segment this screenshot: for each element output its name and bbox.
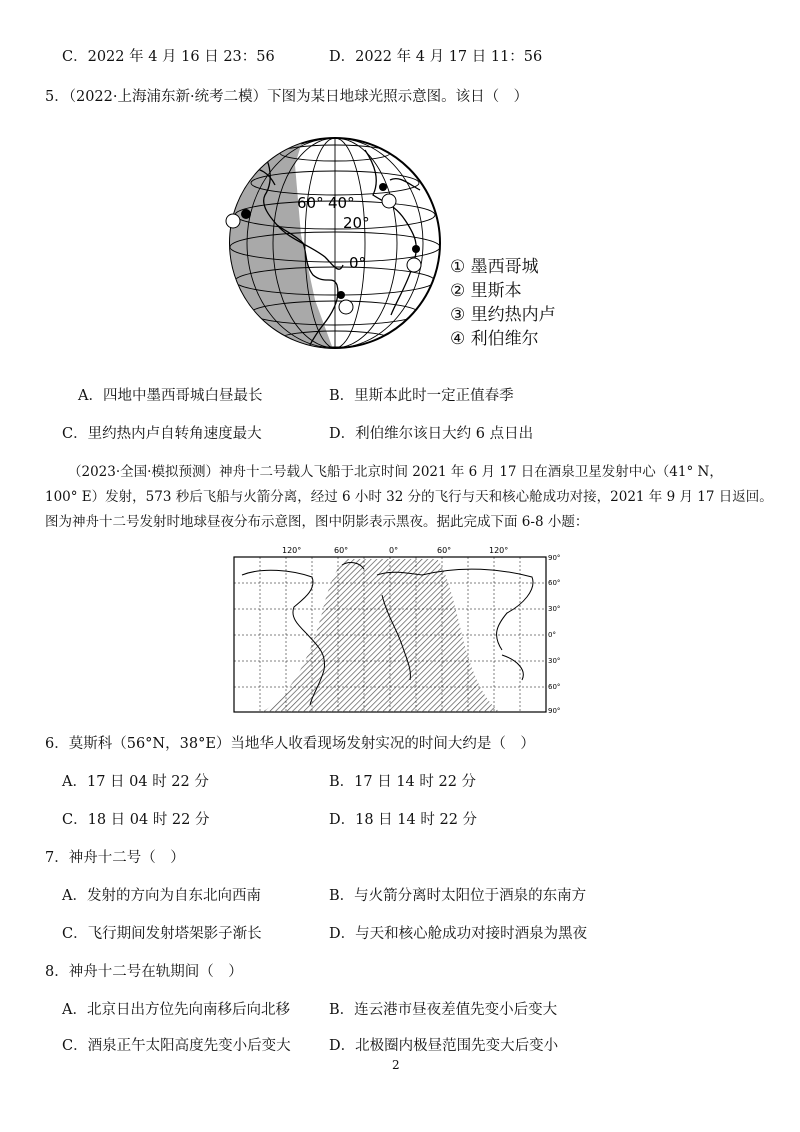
map-right-label-4: 0° — [548, 631, 556, 639]
map-right-label-3: 30° — [548, 605, 561, 613]
q8-stem: 8．神舟十二号在轨期间（ ） — [45, 964, 243, 980]
q5-stem: 5．（2022·上海浦东新·统考二模）下图为某日地球光照示意图。该日（ ） — [45, 89, 529, 105]
map-top-label-1: 120° — [282, 546, 302, 555]
marker-dot-4 — [412, 245, 420, 253]
q5-option-d: D．利伯维尔该日大约 6 点日出 — [329, 426, 534, 442]
marker-dot-3 — [337, 291, 345, 299]
q6-option-b: B．17 日 14 时 22 分 — [329, 774, 477, 790]
q6-option-a: A．17 日 04 时 22 分 — [62, 774, 209, 790]
lat-label-40: 40° — [328, 194, 355, 212]
map-right-label-5: 30° — [548, 657, 561, 665]
map-top-label-3: 0° — [389, 546, 399, 555]
q8-option-a: A．北京日出方位先向南移后向北移 — [62, 1002, 290, 1018]
q4-option-c: C．2022 年 4 月 16 日 23：56 — [62, 49, 275, 65]
q8-option-c: C．酒泉正午太阳高度先变小后变大 — [62, 1038, 291, 1054]
q5-option-a: A．四地中墨西哥城白昼最长 — [78, 388, 263, 404]
world-map-figure — [232, 545, 568, 719]
map-right-label-2: 60° — [548, 579, 561, 587]
lat-label-60: 60° — [297, 194, 324, 212]
q6-option-c: C．18 日 04 时 22 分 — [62, 812, 210, 828]
marker-dot-2 — [379, 183, 387, 191]
globe-figure — [215, 125, 455, 364]
map-top-label-2: 60° — [334, 546, 349, 555]
page-number: 2 — [392, 1058, 400, 1072]
intro-line-2: 100° E）发射，573 秒后飞船与火箭分离，经过 6 小时 32 分的飞行与天和核心舱成功对接，2021 年 9 月 17 日返回。 — [45, 489, 773, 505]
q8-option-d: D．北极圈内极昼范围先变大后变小 — [329, 1038, 559, 1054]
q6-option-d: D．18 日 14 时 22 分 — [329, 812, 478, 828]
marker-dot-1 — [241, 209, 251, 219]
map-right-label-1: 90° — [548, 554, 561, 562]
map-right-label-7: 90° — [548, 707, 561, 715]
q8-option-b: B．连云港市昼夜差值先变小后变大 — [329, 1002, 558, 1018]
q6-stem: 6．莫斯科（56°N，38°E）当地华人收看现场发射实况的时间大约是（ ） — [45, 736, 535, 752]
map-right-label-6: 60° — [548, 683, 561, 691]
intro-line-1: （2023·全国·模拟预测）神舟十二号载人飞船于北京时间 2021 年 6 月 17 日在酒泉卫星发射中心（41° N， — [68, 464, 723, 480]
q5-option-c: C．里约热内卢自转角速度最大 — [62, 426, 262, 442]
map-top-label-4: 60° — [437, 546, 452, 555]
legend-item-1: ① 墨西哥城 — [450, 257, 539, 277]
q7-option-c: C．飞行期间发射塔架影子渐长 — [62, 926, 262, 942]
q7-option-b: B．与火箭分离时太阳位于酒泉的东南方 — [329, 888, 587, 904]
q7-option-a: A．发射的方向为自东北向西南 — [62, 888, 261, 904]
q4-option-d: D．2022 年 4 月 17 日 11：56 — [329, 49, 543, 65]
legend-item-4: ④ 利伯维尔 — [450, 329, 539, 349]
intro-line-3: 图为神舟十二号发射时地球昼夜分布示意图，图中阴影表示黑夜。据此完成下面 6-8 小题： — [45, 514, 589, 530]
legend-item-3: ③ 里约热内卢 — [450, 305, 556, 325]
q7-option-d: D．与天和核心舱成功对接时酒泉为黑夜 — [329, 926, 588, 942]
lat-label-0: 0° — [349, 254, 367, 272]
q7-stem: 7．神舟十二号（ ） — [45, 850, 185, 866]
legend-item-2: ② 里斯本 — [450, 281, 522, 301]
lat-label-20: 20° — [343, 214, 370, 232]
q5-option-b: B．里斯本此时一定正值春季 — [329, 388, 514, 404]
map-top-label-5: 120° — [489, 546, 509, 555]
